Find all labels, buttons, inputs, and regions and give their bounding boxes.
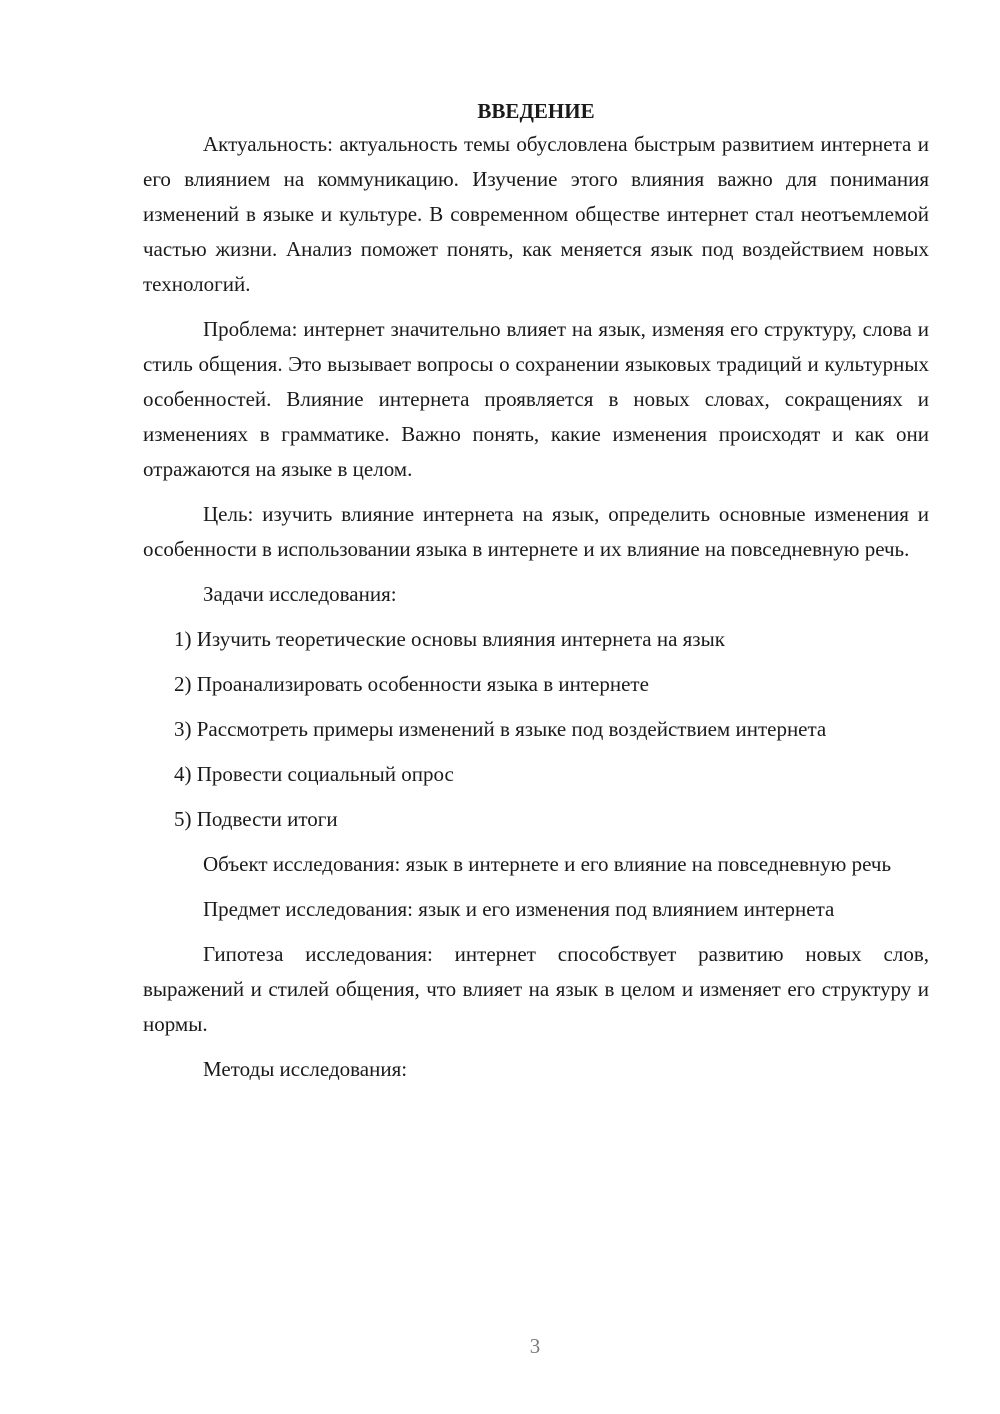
list-item: 5) Подвести итоги: [174, 807, 338, 831]
list-item: 1) Изучить теоретические основы влияния интернета на язык: [174, 627, 725, 651]
paragraph-subject: Предмет исследования: язык и его изменения под влиянием интернета: [203, 897, 835, 921]
paragraph-goal: Цель: изучить влияние интернета на язык, определить основные изменения и особенности в использовании языка в интернете и их влияние на повседневную речь.: [143, 502, 929, 561]
page-number: 3: [529, 1334, 541, 1358]
paragraph-hypothesis: Гипотеза исследования: интернет способствует развитию новых слов, выражений и стилей общения, что влияет на язык в целом и изменяет его структуру и нормы.: [143, 942, 929, 1036]
list-item: 3) Рассмотреть примеры изменений в языке под воздействием интернета: [174, 717, 827, 741]
list-item: 4) Провести социальный опрос: [174, 762, 454, 786]
page-title: ВВЕДЕНИЕ: [477, 99, 595, 123]
paragraph-object: Объект исследования: язык в интернете и его влияние на повседневную речь: [203, 852, 892, 876]
document-page: [143, 96, 929, 1097]
paragraph-tasks-intro: Задачи исследования:: [203, 582, 397, 606]
paragraph-relevance: Актуальность: актуальность темы обусловлена быстрым развитием интернета и его влиянием на коммуникацию. Изучение этого влияния важно для понимания изменений в языке и культуре. В современном обществе интернет стал неотъемлемой частью жизни. Анализ поможет понять, как меняется язык под воздействием новых технологий.: [143, 132, 929, 296]
paragraph-problem: Проблема: интернет значительно влияет на язык, изменяя его структуру, слова и стиль общения. Это вызывает вопросы о сохранении языковых традиций и культурных особенностей. Влияние интернета проявляется в новых словах, сокращениях и изменениях в грамматике. Важно понять, какие изменения происходят и как они отражаются на языке в целом.: [143, 317, 929, 481]
paragraph-methods: Методы исследования:: [203, 1057, 408, 1081]
list-item: 2) Проанализировать особенности языка в интернете: [174, 672, 649, 696]
